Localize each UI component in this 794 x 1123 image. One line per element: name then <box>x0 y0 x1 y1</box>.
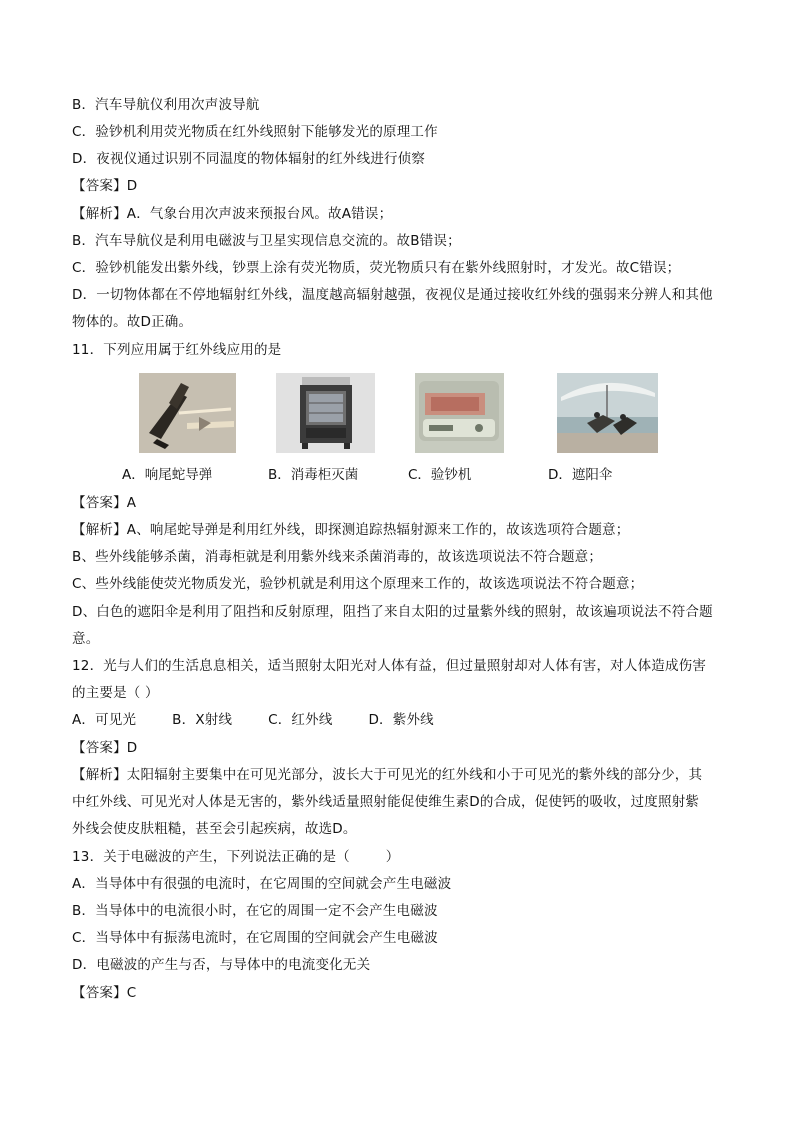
analysis-line: 物体的。故D正确。 <box>72 314 193 330</box>
option-a-text: A．当导体中有很强的电流时，在它周围的空间就会产生电磁波 <box>72 876 452 892</box>
question-12-options: A．可见光 B．X射线 C．红外线 D．紫外线 <box>72 712 434 728</box>
analysis-line: 【解析】太阳辐射主要集中在可见光部分，波长大于可见光的红外线和小于可见光的紫外线的部分少，其 <box>72 767 703 783</box>
option-c-text: C．当导体中有振荡电流时，在它周围的空间就会产生电磁波 <box>72 930 438 946</box>
option-d-text: D．夜视仪通过识别不同温度的物体辐射的红外线进行侦察 <box>72 151 426 167</box>
analysis-line: D、白色的遮阳伞是利用了阻挡和反射原理，阻挡了来自太阳的过量紫外线的照射，故该遍项说法不符合题 <box>72 604 713 620</box>
question-12-text: 的主要是（ ） <box>72 685 159 701</box>
figure-caption-b: B．消毒柜灭菌 <box>268 467 359 483</box>
analysis-line: D．一切物体都在不停地辐射红外线，温度越高辐射越强，夜视仪是通过接收红外线的强弱来分辨人和其他 <box>72 287 713 303</box>
missile-photo-icon <box>139 373 236 453</box>
analysis-line: 中红外线、可见光对人体是无害的，紫外线适量照射能促使维生素D的合成，促使钙的吸收，过度照射紫 <box>72 794 700 810</box>
option-b-text: B．汽车导航仪利用次声波导航 <box>72 97 260 113</box>
analysis-line: 【解析】A、响尾蛇导弹是利用红外线，即探测追踪热辐射源来工作的，故该选项符合题意； <box>72 522 630 538</box>
figure-caption-a: A．响尾蛇导弹 <box>122 467 213 483</box>
question-13-text: 13．关于电磁波的产生，下列说法正确的是（ ） <box>72 849 400 865</box>
option-d-text: D．电磁波的产生与否，与导体中的电流变化无关 <box>72 957 371 973</box>
question-11-text: 11．下列应用属于红外线应用的是 <box>72 342 282 358</box>
analysis-line: B．汽车导航仪是利用电磁波与卫星实现信息交流的。故B错误； <box>72 233 461 249</box>
figure-caption-d: D．遮阳伞 <box>548 467 613 483</box>
analysis-line: B、些外线能够杀菌，消毒柜就是利用紫外线来杀菌消毒的，故该选项说法不符合题意； <box>72 549 603 565</box>
analysis-line: C．验钞机能发出紫外线，钞票上涂有荧光物质，荧光物质只有在紫外线照射时，才发光。故C错误； <box>72 260 681 276</box>
option-c-text: C．验钞机利用荧光物质在红外线照射下能够发光的原理工作 <box>72 124 438 140</box>
analysis-line: 意。 <box>72 631 100 647</box>
analysis-line: 外线会使皮肤粗糙，甚至会引起疾病，故选D。 <box>72 821 357 837</box>
answer-line: 【答案】D <box>72 178 138 194</box>
question-12-text: 12．光与人们的生活息息相关，适当照射太阳光对人体有益，但过量照射却对人体有害，对人体造成伤害 <box>72 658 707 674</box>
option-b-text: B．当导体中的电流很小时，在它的周围一定不会产生电磁波 <box>72 903 438 919</box>
sun-umbrella-photo-icon <box>557 373 658 453</box>
answer-line: 【答案】D <box>72 740 138 756</box>
answer-line: 【答案】C <box>72 985 137 1001</box>
analysis-line: 【解析】A．气象台用次声波来预报台风。故A错误； <box>72 206 393 222</box>
money-detector-photo-icon <box>415 373 504 453</box>
analysis-line: C、些外线能使荧光物质发光，验钞机就是利用这个原理来工作的，故该选项说法不符合题意； <box>72 576 644 592</box>
figure-caption-c: C．验钞机 <box>408 467 472 483</box>
answer-line: 【答案】A <box>72 495 137 511</box>
sterilizer-cabinet-photo-icon <box>276 373 375 453</box>
